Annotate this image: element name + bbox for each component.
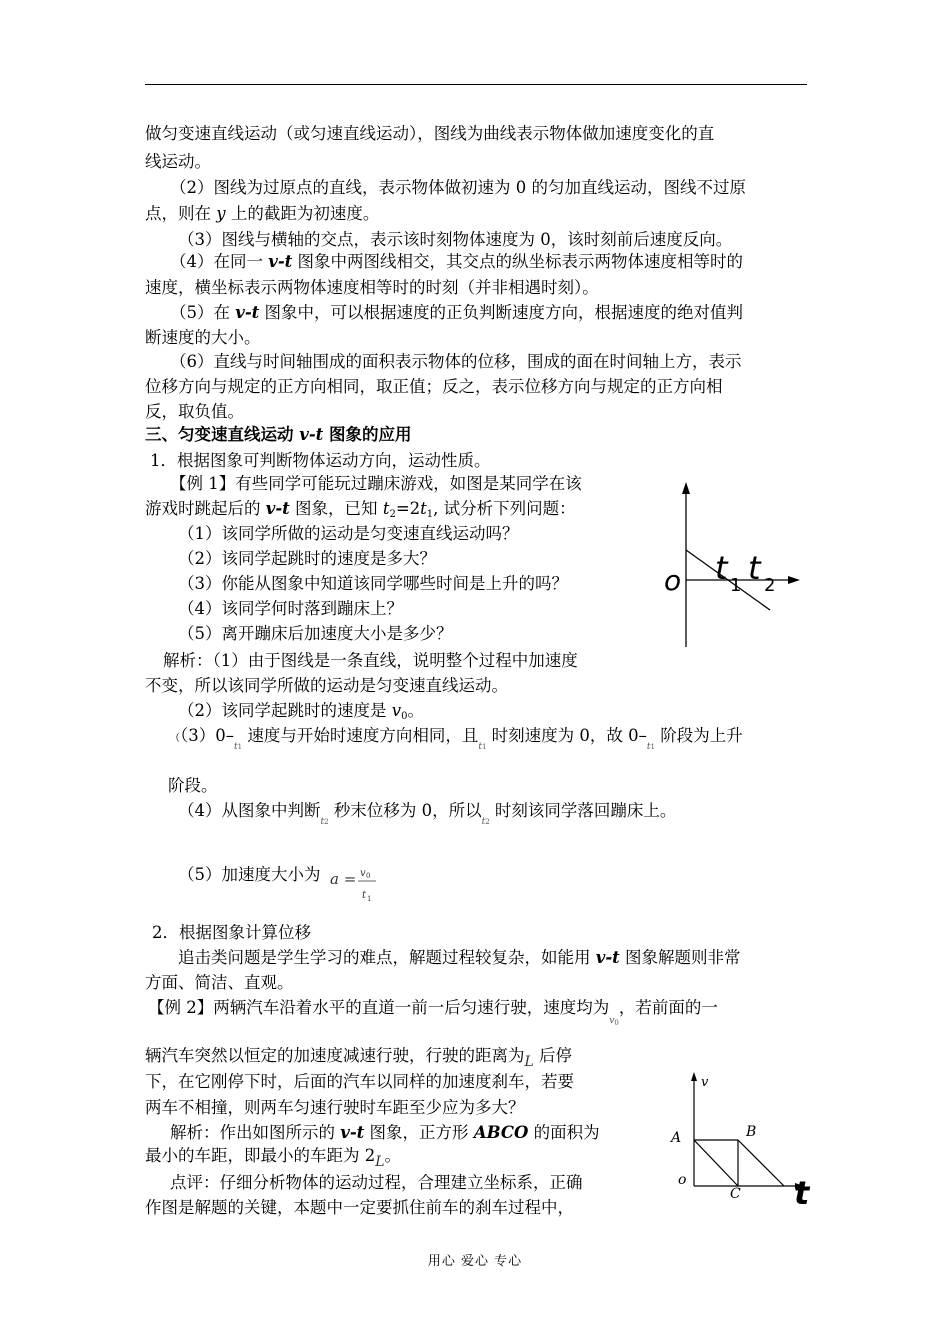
point-c-label: C bbox=[730, 1186, 741, 1202]
question-item: （2）该同学起跳时的速度是多大？ bbox=[178, 549, 436, 568]
text-line: 游戏时跳起后的 v-t 图象，已知 $t_2=2t_1$, 试分析下列问题： bbox=[145, 499, 576, 520]
text-line: （$(3)0-_{t1}$ 速度与开始时速度方向相同，且$_{t1}$ 时刻速度为 0，故 $0-_{t1}$ 阶段为上升 bbox=[170, 726, 743, 752]
svg-text:0: 0 bbox=[366, 872, 371, 880]
question-item: （5）离开蹦床后加速度大小是多少？ bbox=[178, 624, 453, 643]
point-b-label: B bbox=[746, 1124, 757, 1140]
t2-subscript: 2 bbox=[764, 575, 776, 596]
subsection-heading: 2．根据图象计算位移 bbox=[152, 923, 311, 942]
text-line: 解析：（1）由于图线是一条直线，说明整个过程中加速度 bbox=[163, 651, 578, 670]
origin-label: o bbox=[678, 1172, 687, 1188]
subsection-heading: 1．根据图象可判断物体运动方向，运动性质。 bbox=[150, 451, 491, 470]
text-line: 不变，所以该同学所做的运动是匀变速直线运动。 bbox=[145, 676, 508, 695]
section-heading: 三、匀变速直线运动 v-t 图象的应用 bbox=[145, 425, 412, 444]
text-line: （5）在 v-t 图象中，可以根据速度的正负判断速度方向，根据速度的绝对值判 bbox=[170, 303, 744, 322]
text-line: 点评：仔细分析物体的运动过程，合理建立坐标系，正确 bbox=[170, 1173, 583, 1192]
text-line: 方面、简洁、直观。 bbox=[145, 973, 294, 992]
acceleration-formula bbox=[330, 862, 390, 908]
vt-graph-figure-1 bbox=[660, 482, 820, 662]
header-rule bbox=[145, 84, 807, 85]
text-line: 解析：作出如图所示的 v-t 图象，正方形 ABCO 的面积为 bbox=[170, 1123, 600, 1142]
text-line: （4）从图象中判断$_{t2}$ 秒末位移为 0，所以$_{t2}$ 时刻该同学落回蹦床上。 bbox=[178, 801, 677, 827]
text-line: （4）在同一 v-t 图象中两图线相交，其交点的纵坐标表示两物体速度相等时的 bbox=[170, 252, 744, 271]
text-line: （6）直线与时间轴围成的面积表示物体的位移，围成的面在时间轴上方，表示 bbox=[170, 352, 742, 371]
question-item: （3）你能从图象中知道该同学哪些时间是上升的吗？ bbox=[178, 574, 568, 593]
t2-label: t bbox=[748, 549, 761, 587]
text-line: 【例 2】两辆汽车沿着水平的直道一前一后匀速行驶，速度均为$_{v0}$，若前面的一 bbox=[148, 998, 718, 1027]
text-line: （2）图线为过原点的直线，表示物体做初速为 0 的匀加直线运动，图线不过原 bbox=[170, 178, 746, 197]
point-a-label: A bbox=[671, 1130, 682, 1146]
text-line: 点，则在 y 上的截距为初速度。 bbox=[145, 204, 380, 223]
text-line: 追击类问题是学生学习的难点，解题过程较复杂，如能用 v-t 图象解题则非常 bbox=[178, 948, 741, 967]
svg-text:v: v bbox=[360, 868, 366, 879]
text-line: 阶段。 bbox=[168, 776, 218, 795]
text-line: 反，取负值。 bbox=[145, 402, 244, 421]
text-line: 下，在它刚停下时，后面的汽车以同样的加速度刹车，若要 bbox=[145, 1072, 574, 1091]
text-line: 【例 1】有些同学可能玩过蹦床游戏，如图是某同学在该 bbox=[170, 474, 582, 493]
text-line: 作图是解题的关键，本题中一定要抓住前车的刹车过程中， bbox=[145, 1198, 574, 1217]
text-line: 断速度的大小。 bbox=[145, 328, 261, 347]
text-line: 辆汽车突然以恒定的加速度减速行驶，行驶的距离为$_L$ 后停 bbox=[145, 1046, 573, 1070]
text-line: 速度，横坐标表示两物体速度相等时的时刻（并非相遇时刻）。 bbox=[145, 278, 599, 297]
text-line: 位移方向与规定的正方向相同，取正值；反之，表示位移方向与规定的正方向相 bbox=[145, 377, 723, 396]
svg-text:t: t bbox=[362, 890, 367, 901]
question-item: （1）该同学所做的运动是匀变速直线运动吗？ bbox=[178, 524, 519, 543]
t1-label: t bbox=[715, 549, 728, 587]
text-line: （2）该同学起跳时的速度是 $v_0$。 bbox=[178, 701, 424, 722]
question-item: （4）该同学何时落到蹦床上？ bbox=[178, 599, 403, 618]
text-line: 两车不相撞，则两车匀速行驶时车距至少应为多大？ bbox=[145, 1098, 525, 1117]
vt-graph-figure-2 bbox=[668, 1068, 810, 1212]
svg-text:1: 1 bbox=[367, 895, 372, 903]
t-axis-label: t bbox=[794, 1174, 810, 1212]
v-axis-label: v bbox=[701, 1075, 709, 1090]
text-line: 做匀变速直线运动（或匀速直线运动），图线为曲线表示物体做加速度变化的直 bbox=[145, 124, 715, 143]
text-line: （3）图线与横轴的交点，表示该时刻物体速度为 0，该时刻前后速度反向。 bbox=[178, 230, 733, 249]
page-footer: 用心 爱心 专心 bbox=[427, 1254, 523, 1269]
text-line: （5）加速度大小为 bbox=[178, 865, 321, 884]
text-line: 最小的车距，即最小的车距为 $2_L$。 bbox=[145, 1146, 402, 1170]
svg-text:a =: a = bbox=[330, 870, 357, 888]
origin-label: o bbox=[664, 564, 682, 597]
t1-subscript: 1 bbox=[730, 575, 742, 596]
text-line: 线运动。 bbox=[145, 152, 211, 171]
